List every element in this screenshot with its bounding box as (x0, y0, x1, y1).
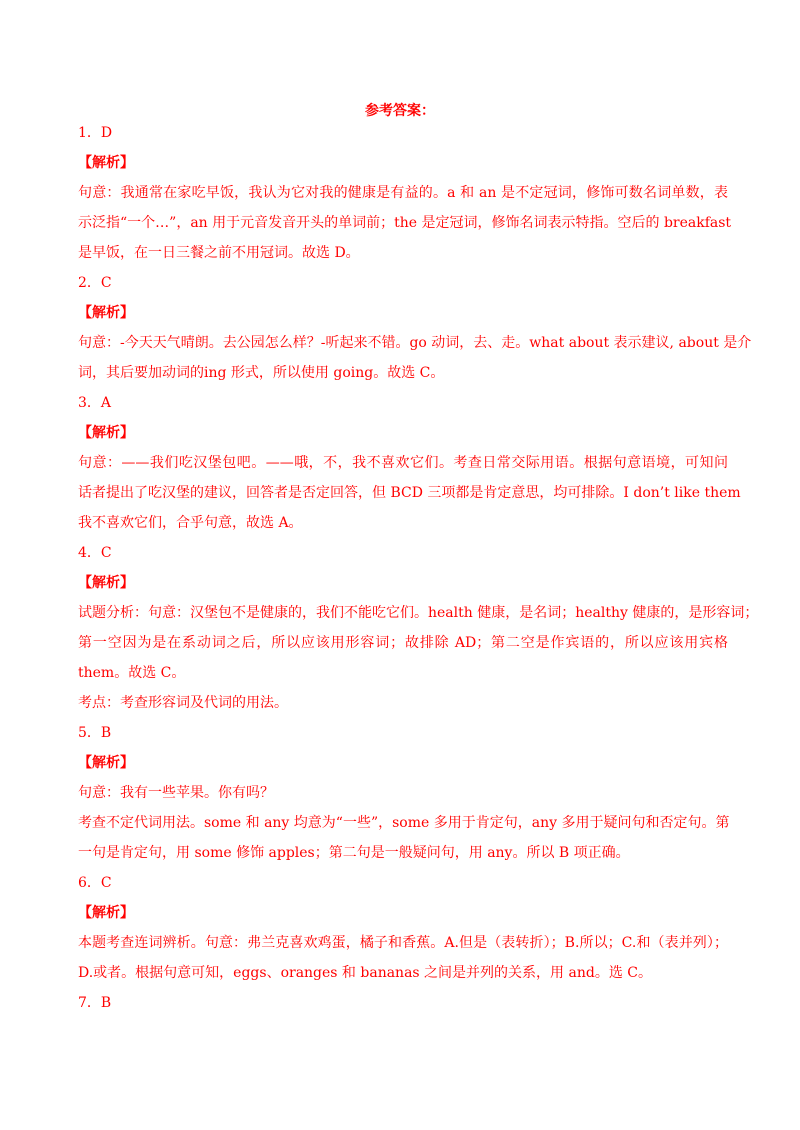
answer-item (78, 718, 728, 868)
analysis-label: 【解析】 (78, 155, 134, 171)
analysis-label: 【解析】 (78, 425, 134, 441)
explanation-line: 是早饭，在一日三餐之前不用冠词。故选 D。 (78, 245, 360, 261)
analysis-label: 【解析】 (78, 905, 134, 921)
explanation-line: 第一空因为是在系动词之后，所以应该用形容词；故排除 AD；第二空是作宾语的，所以应该用宾格 (78, 635, 728, 651)
answer-number: 5．B (78, 725, 112, 741)
answer-number: 3．A (78, 395, 112, 411)
answer-number: 1．D (78, 125, 113, 141)
explanation-line: 示泛指“一个…”，an 用于元音发音开头的单词前；the 是定冠词，修饰名词表示特指。空后的 breakfast (78, 215, 732, 231)
answer-item (78, 118, 732, 268)
answer-item (78, 538, 759, 718)
explanation-line: 句意：-今天天气晴朗。去公园怎么样？-听起来不错。go 动词，去、走。what about 表示建议, about 是介 (78, 335, 752, 351)
analysis-label: 【解析】 (78, 755, 134, 771)
explanation-line: 考查不定代词用法。some 和 any 均意为“一些”，some 多用于肯定句，any 多用于疑问句和否定句。第 (78, 815, 730, 831)
analysis-label: 【解析】 (78, 305, 134, 321)
answer-number: 6．C (78, 875, 112, 891)
answer-item (78, 868, 728, 988)
answer-number: 7．B (78, 995, 112, 1011)
explanation-line: 话者提出了吃汉堡的建议，回答者是否定回答，但 BCD 三项都是肯定意思，均可排除。I don’t like them (78, 485, 741, 501)
explanation-line: 词，其后要加动词的ing 形式，所以使用 going。故选 C。 (78, 365, 445, 381)
answer-number: 2．C (78, 275, 112, 291)
explanation-line: 考点：考查形容词及代词的用法。 (78, 695, 288, 711)
explanation-line: 我不喜欢它们，合乎句意，故选 A。 (78, 515, 303, 531)
analysis-label: 【解析】 (78, 575, 134, 591)
answer-item (78, 988, 728, 1018)
explanation-line: D.或者。根据句意可知，eggs、oranges 和 bananas 之间是并列的关系，用 and。选 C。 (78, 965, 652, 981)
explanation-line: 句意：——我们吃汉堡包吧。——哦，不，我不喜欢它们。考查日常交际用语。根据句意语境，可知问 (78, 455, 728, 471)
explanation-line: 一句是肯定句，用 some 修饰 apples；第二句是一般疑问句，用 any。所以 B 项正确。 (78, 845, 630, 861)
explanation-line: 试题分析：句意：汉堡包不是健康的，我们不能吃它们。health 健康，是名词；healthy 健康的，是形容词； (78, 605, 759, 621)
explanation-line: 句意：我通常在家吃早饭，我认为它对我的健康是有益的。a 和 an 是不定冠词，修饰可数名词单数，表 (78, 185, 728, 201)
explanation-line: 句意：我有一些苹果。你有吗？ (78, 785, 274, 801)
explanation-line: them。故选 C。 (78, 665, 186, 681)
answer-item (78, 388, 741, 538)
explanation-line: 本题考查连词辨析。句意：弗兰克喜欢鸡蛋，橘子和香蕉。A.但是（表转折）；B.所以；C.和（表并列）； (78, 935, 728, 951)
answer-number: 4．C (78, 545, 112, 561)
answer-item (78, 268, 752, 388)
page-title: 参考答案： (365, 103, 435, 119)
answer-list (78, 118, 759, 1018)
